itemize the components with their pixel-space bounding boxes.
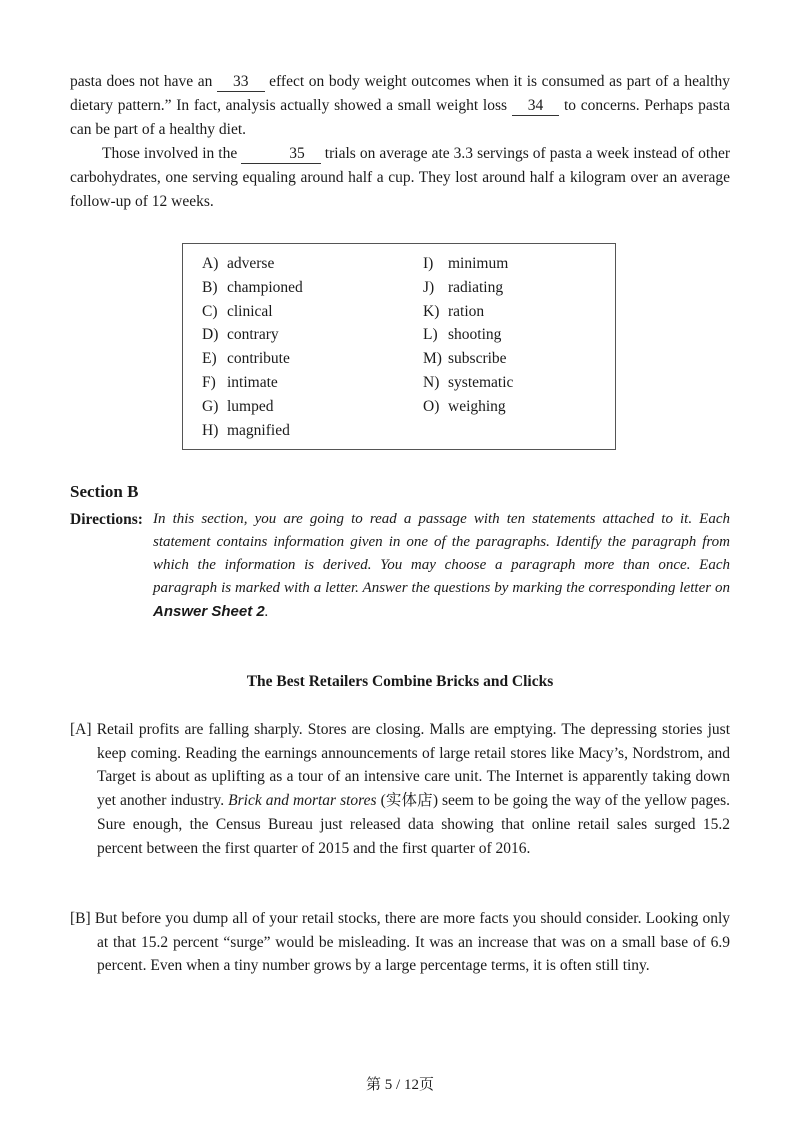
option [202, 252, 303, 276]
directions-label: Directions: [70, 511, 143, 528]
option [202, 347, 303, 371]
option-letter: K) [423, 302, 440, 320]
paragraph-a-body [70, 718, 731, 860]
option [423, 347, 513, 371]
option-word: weighing [448, 397, 506, 415]
option-letter: J) [423, 278, 435, 296]
option-letter: L) [423, 326, 438, 344]
option-word: contribute [227, 350, 290, 368]
option-letter: F) [202, 373, 216, 391]
option-word: magnified [227, 421, 290, 439]
option-word: ration [448, 302, 485, 320]
section-title: Section B [70, 482, 139, 501]
option [423, 371, 513, 395]
option [202, 395, 303, 419]
option [202, 323, 303, 347]
option [202, 300, 303, 324]
option-letter: A) [202, 255, 219, 272]
text: Those involved in the [102, 145, 242, 162]
option [202, 276, 303, 300]
article-title: The Best Retailers Combine Bricks and Clicks [246, 673, 554, 690]
text: to concerns. Perhaps pasta can be part of a healthy diet. [70, 97, 730, 138]
italic-term: Brick and mortar stores [228, 792, 377, 810]
page-number: 第 5 / 12页 [366, 1077, 434, 1093]
option-word: intimate [227, 373, 278, 391]
blank-35: 35 [241, 145, 321, 164]
blank-33: 33 [217, 73, 265, 92]
option-letter: D) [202, 326, 219, 344]
text: pasta does not have an [70, 73, 218, 90]
blank-34: 34 [512, 97, 560, 116]
chinese-gloss: (实体店) [376, 792, 443, 810]
option-word: shooting [448, 326, 502, 344]
option-word: radiating [448, 278, 504, 296]
text: But before you dump all of your retail stocks, there are more facts you should consider. Looking only at that 15.2 percent “surge” would be misleading. It was an increase that was on a small base of 6.9 percent. Even when a tiny number grows by a large percentage terms, it is often still tiny. [94, 910, 730, 975]
option [202, 371, 303, 395]
option-letter: O) [423, 397, 440, 415]
passage-top [70, 70, 730, 214]
option-word: systematic [448, 373, 514, 391]
word-bank-left-column [202, 252, 303, 442]
paragraph-b [70, 907, 730, 978]
word-bank-right-column [423, 252, 513, 419]
option-letter: N) [423, 373, 440, 391]
option-letter: C) [202, 302, 218, 320]
directions-text [153, 508, 730, 624]
option [423, 395, 513, 419]
option [423, 323, 513, 347]
option-word: championed [227, 278, 303, 296]
option-letter: I) [423, 255, 434, 272]
option-word: minimum [448, 255, 509, 272]
option-letter: B) [202, 278, 218, 296]
text: trials on average ate 3.3 servings of pasta a week instead of other carbohydrates, one serving equaling around half a cup. They lost around half a kilogram over an average follow-up of 12 weeks. [70, 145, 730, 210]
option [423, 276, 513, 300]
option-word: clinical [227, 302, 273, 320]
text: seem to be going the way of the yellow pages. Sure enough, the Census Bureau just released data showing that online retail sales surged 15.2 percent between the first quarter of 2015 and the first quarter of 2016. [97, 792, 730, 857]
text: Retail profits are falling sharply. Stores are closing. Malls are emptying. The depressing stories just keep coming. Reading the earnings announcements of large retail stores like Macy’s, Nordstrom, and Target is about as uplifting as a tour of an intensive care unit. The Internet is apparently taking down yet another industry. [96, 721, 731, 810]
paragraph-b-body [70, 907, 730, 978]
paragraph-2 [70, 142, 730, 214]
text: effect on body weight outcomes when it is consumed as part of a healthy dietary pattern.” In fact, analysis actually showed a small weight loss [70, 73, 730, 114]
option-letter: H) [202, 421, 219, 439]
option-letter: G) [202, 397, 219, 415]
word-bank-box [182, 243, 616, 450]
option-word: adverse [227, 255, 275, 272]
paragraph-1 [70, 70, 730, 142]
text: In this section, you are going to read a passage with ten statements attached to it. Each statement contains information given in one of the paragraphs. Identify the paragraph from which the information is derived. You may choose a paragraph more than once. Each paragraph is marked with a letter. Answer the questions by marking the corresponding letter on [153, 511, 730, 596]
answer-sheet-label: Answer Sheet 2 [153, 603, 265, 620]
option-word: lumped [227, 397, 274, 415]
option [423, 252, 513, 276]
option-word: subscribe [448, 350, 507, 368]
option [202, 419, 303, 443]
option [423, 300, 513, 324]
option-word: contrary [227, 326, 279, 344]
directions [70, 508, 730, 624]
option-letter: M) [423, 350, 442, 368]
option-letter: E) [202, 350, 217, 368]
paragraph-a [70, 718, 730, 860]
text: . [264, 604, 269, 620]
paragraph-tag: [A] [70, 721, 92, 738]
paragraph-tag: [B] [70, 910, 91, 927]
